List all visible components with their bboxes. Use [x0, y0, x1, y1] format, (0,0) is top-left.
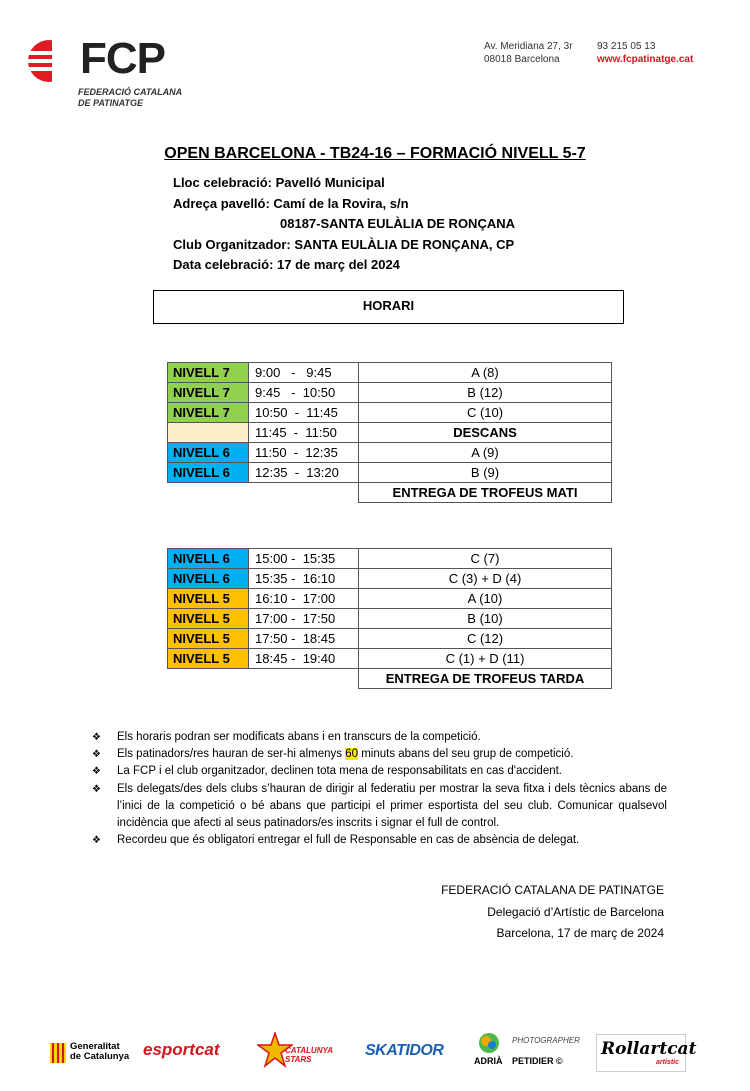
notes-list	[92, 729, 667, 849]
level-cell: NIVELL 6	[168, 443, 249, 463]
fcp-logo-icon	[26, 38, 72, 84]
morning-schedule-table	[167, 362, 612, 503]
info-club: Club Organitzador: SANTA EULÀLIA DE RONÇANA, CP	[173, 236, 515, 252]
time-cell: 11:50 - 12:35	[249, 443, 359, 463]
info-data: Data celebració: 17 de març del 2024	[173, 257, 400, 272]
group-cell: B (9)	[359, 463, 612, 483]
group-cell: A (8)	[359, 363, 612, 383]
table-row	[168, 443, 612, 463]
level-cell	[168, 423, 249, 443]
rollartcat-logo: Rollartcat artistic	[596, 1034, 686, 1072]
group-cell: C (1) + D (11)	[359, 649, 612, 669]
level-cell: NIVELL 6	[168, 569, 249, 589]
time-cell: 15:35 - 16:10	[249, 569, 359, 589]
level-cell: NIVELL 5	[168, 589, 249, 609]
logo-text: FCP	[80, 34, 165, 83]
time-cell: 9:00 - 9:45	[249, 363, 359, 383]
group-cell: B (10)	[359, 609, 612, 629]
table-row	[168, 363, 612, 383]
level-cell: NIVELL 6	[168, 549, 249, 569]
diamond-bullet-icon: ❖	[92, 766, 101, 778]
sponsors-bar: Generalitat de Catalunya esportcat CATALUNYA STARS SKATIDOR ADRIÀ PHOTOGRAPHER PETIDIER © Rollartcat artistic	[0, 1030, 750, 1075]
group-cell: DESCANS	[359, 423, 612, 443]
group-cell: A (10)	[359, 589, 612, 609]
time-cell: 18:45 - 19:40	[249, 649, 359, 669]
diamond-bullet-icon: ❖	[92, 749, 101, 761]
table-row	[168, 423, 612, 443]
table-row	[168, 609, 612, 629]
info-adreca: Adreça pavelló: Camí de la Rovira, s/n	[173, 195, 409, 211]
group-cell: B (12)	[359, 383, 612, 403]
trophies-morning: ENTREGA DE TROFEUS MATI	[359, 483, 612, 503]
list-item: ❖ Els horaris podran ser modificats abans i en transcurs de la competició.	[92, 729, 667, 746]
chameleon-icon	[478, 1032, 500, 1054]
time-cell: 17:50 - 18:45	[249, 629, 359, 649]
info-lloc: Lloc celebració: Pavelló Municipal	[173, 175, 385, 190]
skatidor-logo: SKATIDOR	[365, 1042, 444, 1059]
phone: 93 215 05 13	[597, 41, 656, 52]
website-link[interactable]: www.fcpatinatge.cat	[597, 54, 694, 65]
group-cell: C (7)	[359, 549, 612, 569]
time-cell: 11:45 - 11:50	[249, 423, 359, 443]
event-info	[173, 173, 515, 276]
group-cell: C (12)	[359, 629, 612, 649]
level-cell: NIVELL 5	[168, 629, 249, 649]
table-row	[168, 403, 612, 423]
list-item: ❖ Recordeu que és obligatori entregar el full de Responsable en cas de absència de delegat.	[92, 832, 667, 849]
afternoon-schedule-table	[167, 548, 612, 689]
level-cell: NIVELL 7	[168, 383, 249, 403]
level-cell: NIVELL 5	[168, 649, 249, 669]
group-cell: C (10)	[359, 403, 612, 423]
catalunya-stars-logo: CATALUNYA STARS	[257, 1032, 347, 1072]
time-cell: 17:00 - 17:50	[249, 609, 359, 629]
diamond-bullet-icon: ❖	[92, 835, 101, 847]
esportcat-logo: esportcat	[143, 1040, 220, 1059]
time-cell: 9:45 - 10:50	[249, 383, 359, 403]
level-cell: NIVELL 5	[168, 609, 249, 629]
info-adreca-2: 08187-SANTA EULÀLIA DE RONÇANA	[280, 216, 515, 231]
table-row	[168, 483, 612, 503]
level-cell: NIVELL 7	[168, 403, 249, 423]
document-title: OPEN BARCELONA - TB24-16 – FORMACIÓ NIVELL 5-7	[164, 145, 586, 162]
highlighted-minutes: 60	[345, 748, 358, 761]
trophies-afternoon: ENTREGA DE TROFEUS TARDA	[359, 669, 612, 689]
table-row	[168, 463, 612, 483]
table-row	[168, 549, 612, 569]
level-cell: NIVELL 6	[168, 463, 249, 483]
horari-heading: HORARI	[153, 290, 624, 324]
time-cell: 15:00 - 15:35	[249, 549, 359, 569]
diamond-bullet-icon: ❖	[92, 732, 101, 743]
table-row	[168, 383, 612, 403]
time-cell: 10:50 - 11:45	[249, 403, 359, 423]
table-row	[168, 629, 612, 649]
diamond-bullet-icon: ❖	[92, 783, 101, 795]
table-row	[168, 649, 612, 669]
level-cell: NIVELL 7	[168, 363, 249, 383]
signature-block: FEDERACIÓ CATALANA DE PATINATGE Delegació d’Artístic de Barcelona Barcelona, 17 de març de 2024	[441, 883, 664, 940]
time-cell: 12:35 - 13:20	[249, 463, 359, 483]
federation-address: Av. Meridiana 27, 3r 08018 Barcelona	[484, 41, 573, 65]
federation-contact	[597, 40, 693, 66]
group-cell: A (9)	[359, 443, 612, 463]
logo-subtitle: FEDERACIÓ CATALANA DE PATINATGE	[78, 87, 183, 108]
senyera-icon	[50, 1043, 66, 1063]
adria-petidier-logo: ADRIÀ PHOTOGRAPHER PETIDIER ©	[474, 1032, 579, 1074]
table-row	[168, 669, 612, 689]
list-item: ❖ La FCP i el club organitzador, declinen tota mena de responsabilitats en cas d'accident.	[92, 763, 667, 780]
time-cell: 16:10 - 17:00	[249, 589, 359, 609]
list-item: ❖ Els delegats/des dels clubs s’hauran de dirigir al federatiu per mostrar la seva fitxa i dels tècnics abans de l’inici de la competició o bé abans que participi el primer esportista del seu club. Comunicar qualsevol incidència que afecti al seus patinadors/es inscrits i signar el full de control.	[92, 782, 667, 830]
table-row	[168, 589, 612, 609]
list-item: ❖ Els patinadors/res hauran de ser-hi almenys 60 minuts abans del seu grup de competició.	[92, 746, 667, 763]
table-row	[168, 569, 612, 589]
group-cell: C (3) + D (4)	[359, 569, 612, 589]
